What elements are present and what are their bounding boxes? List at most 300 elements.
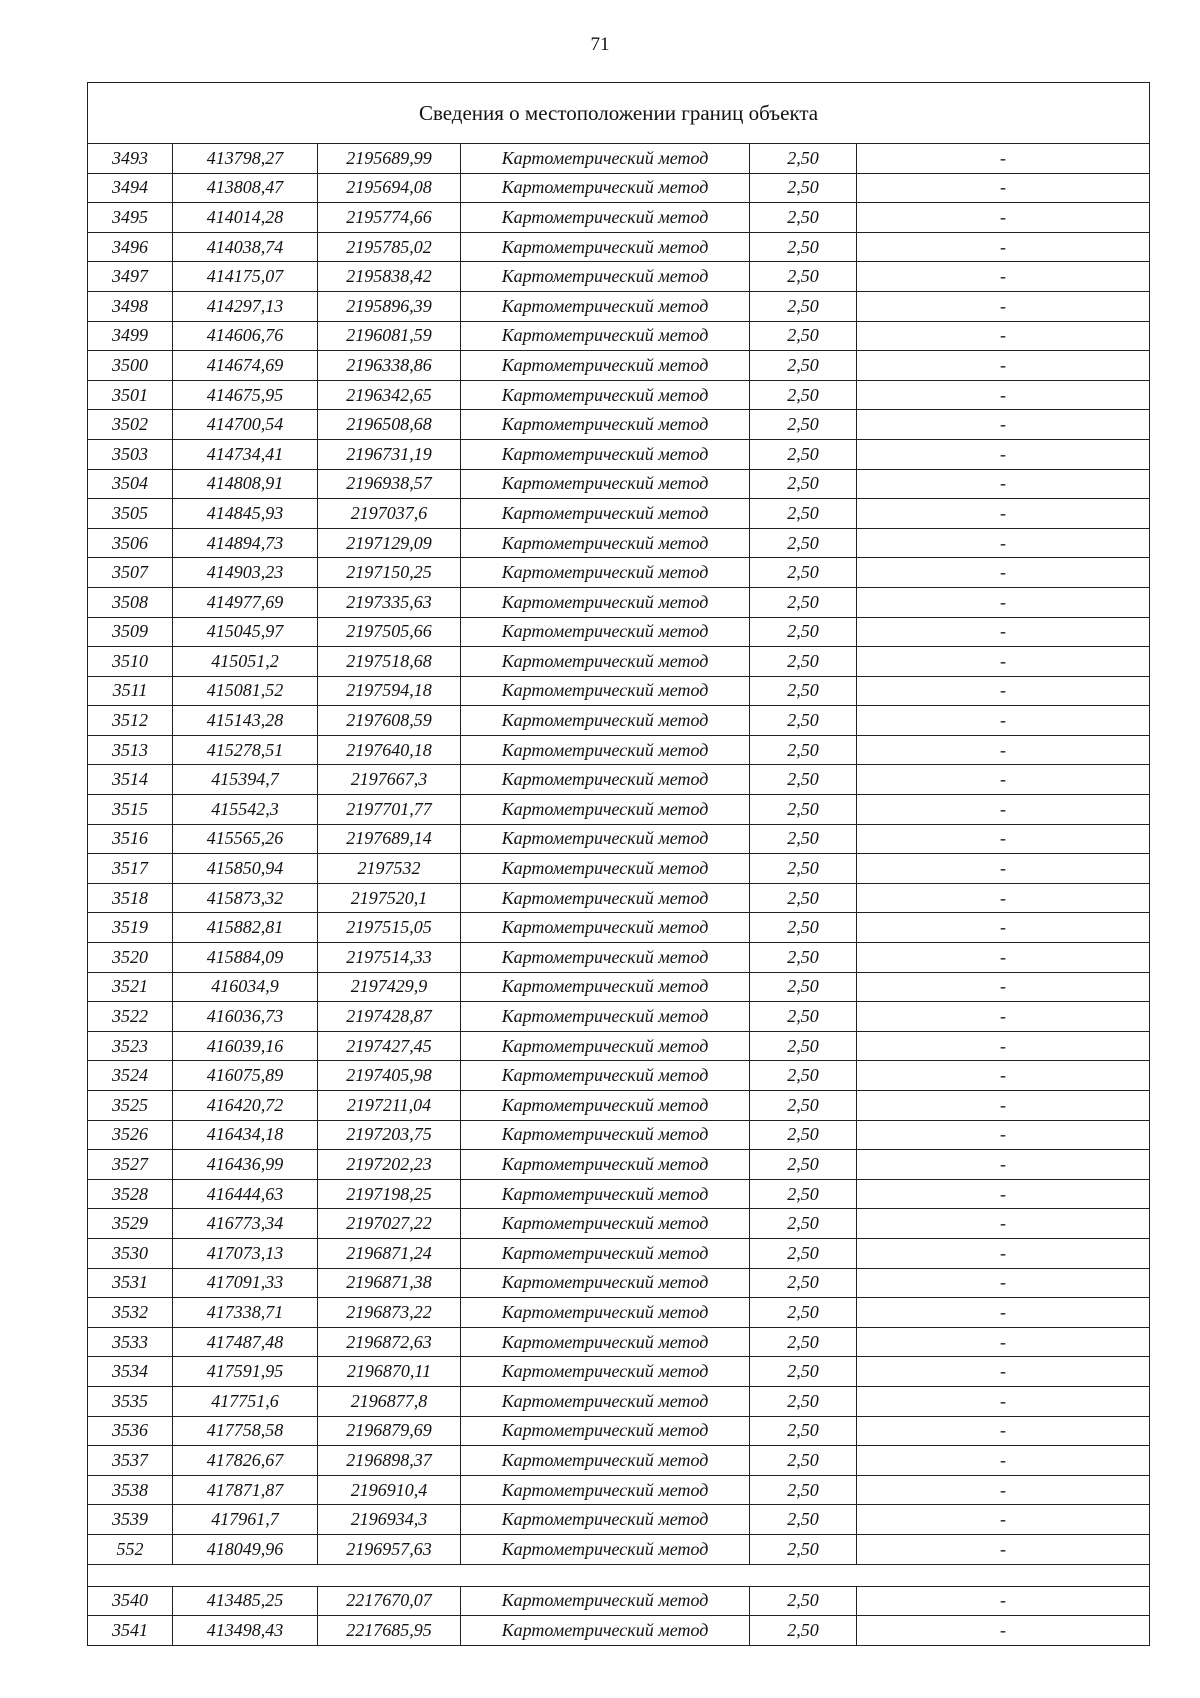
table-row xyxy=(88,617,1150,647)
y-coordinate-cell: 2197027,22 xyxy=(318,1209,461,1239)
y-coordinate-cell: 2195785,02 xyxy=(318,232,461,262)
accuracy-cell: 2,50 xyxy=(750,232,857,262)
x-coordinate-cell: 417871,87 xyxy=(173,1475,318,1505)
method-cell: Картометрический метод xyxy=(461,706,750,736)
accuracy-cell: 2,50 xyxy=(750,943,857,973)
note-cell: - xyxy=(857,1416,1150,1446)
boundary-coordinates-table xyxy=(87,82,1150,1646)
note-cell: - xyxy=(857,1446,1150,1476)
point-number-cell: 3539 xyxy=(88,1505,173,1535)
y-coordinate-cell: 2197405,98 xyxy=(318,1061,461,1091)
table-row xyxy=(88,380,1150,410)
x-coordinate-cell: 413798,27 xyxy=(173,144,318,174)
accuracy-cell: 2,50 xyxy=(750,913,857,943)
y-coordinate-cell: 2195774,66 xyxy=(318,203,461,233)
x-coordinate-cell: 417758,58 xyxy=(173,1416,318,1446)
x-coordinate-cell: 415081,52 xyxy=(173,676,318,706)
method-cell: Картометрический метод xyxy=(461,1327,750,1357)
method-cell: Картометрический метод xyxy=(461,1209,750,1239)
y-coordinate-cell: 2196731,19 xyxy=(318,439,461,469)
y-coordinate-cell: 2196957,63 xyxy=(318,1534,461,1564)
note-cell: - xyxy=(857,173,1150,203)
table-row xyxy=(88,1061,1150,1091)
note-cell: - xyxy=(857,587,1150,617)
accuracy-cell: 2,50 xyxy=(750,499,857,529)
note-cell: - xyxy=(857,232,1150,262)
note-cell: - xyxy=(857,1616,1150,1646)
x-coordinate-cell: 416039,16 xyxy=(173,1031,318,1061)
table-row xyxy=(88,1616,1150,1646)
point-number-cell: 3516 xyxy=(88,824,173,854)
y-coordinate-cell: 2196938,57 xyxy=(318,469,461,499)
table-row xyxy=(88,913,1150,943)
note-cell: - xyxy=(857,380,1150,410)
note-cell: - xyxy=(857,1534,1150,1564)
point-number-cell: 3541 xyxy=(88,1616,173,1646)
method-cell: Картометрический метод xyxy=(461,1416,750,1446)
y-coordinate-cell: 2196870,11 xyxy=(318,1357,461,1387)
method-cell: Картометрический метод xyxy=(461,232,750,262)
y-coordinate-cell: 2197640,18 xyxy=(318,735,461,765)
method-cell: Картометрический метод xyxy=(461,1061,750,1091)
table-row xyxy=(88,587,1150,617)
y-coordinate-cell: 2197514,33 xyxy=(318,943,461,973)
table-row xyxy=(88,321,1150,351)
point-number-cell: 3511 xyxy=(88,676,173,706)
y-coordinate-cell: 2195838,42 xyxy=(318,262,461,292)
y-coordinate-cell: 2197429,9 xyxy=(318,972,461,1002)
accuracy-cell: 2,50 xyxy=(750,144,857,174)
table-row xyxy=(88,824,1150,854)
y-coordinate-cell: 2196898,37 xyxy=(318,1446,461,1476)
y-coordinate-cell: 2217685,95 xyxy=(318,1616,461,1646)
note-cell: - xyxy=(857,321,1150,351)
table-row xyxy=(88,676,1150,706)
point-number-cell: 3503 xyxy=(88,439,173,469)
y-coordinate-cell: 2196871,24 xyxy=(318,1238,461,1268)
y-coordinate-cell: 2196910,4 xyxy=(318,1475,461,1505)
y-coordinate-cell: 2197211,04 xyxy=(318,1091,461,1121)
x-coordinate-cell: 416436,99 xyxy=(173,1150,318,1180)
method-cell: Картометрический метод xyxy=(461,617,750,647)
accuracy-cell: 2,50 xyxy=(750,1209,857,1239)
y-coordinate-cell: 2197520,1 xyxy=(318,883,461,913)
accuracy-cell: 2,50 xyxy=(750,1091,857,1121)
point-number-cell: 3540 xyxy=(88,1586,173,1616)
page-number: 71 xyxy=(590,34,610,55)
y-coordinate-cell: 2195694,08 xyxy=(318,173,461,203)
point-number-cell: 3498 xyxy=(88,291,173,321)
method-cell: Картометрический метод xyxy=(461,291,750,321)
table-row xyxy=(88,1002,1150,1032)
table-row xyxy=(88,173,1150,203)
accuracy-cell: 2,50 xyxy=(750,380,857,410)
y-coordinate-cell: 2197150,25 xyxy=(318,558,461,588)
table-row xyxy=(88,203,1150,233)
y-coordinate-cell: 2195896,39 xyxy=(318,291,461,321)
point-number-cell: 3527 xyxy=(88,1150,173,1180)
y-coordinate-cell: 2197689,14 xyxy=(318,824,461,854)
accuracy-cell: 2,50 xyxy=(750,765,857,795)
table-row xyxy=(88,706,1150,736)
method-cell: Картометрический метод xyxy=(461,1179,750,1209)
method-cell: Картометрический метод xyxy=(461,1475,750,1505)
note-cell: - xyxy=(857,943,1150,973)
table-row xyxy=(88,1416,1150,1446)
table-row xyxy=(88,1091,1150,1121)
y-coordinate-cell: 2197515,05 xyxy=(318,913,461,943)
accuracy-cell: 2,50 xyxy=(750,1386,857,1416)
y-coordinate-cell: 2197198,25 xyxy=(318,1179,461,1209)
point-number-cell: 3501 xyxy=(88,380,173,410)
y-coordinate-cell: 2196879,69 xyxy=(318,1416,461,1446)
point-number-cell: 3538 xyxy=(88,1475,173,1505)
table-row xyxy=(88,1357,1150,1387)
x-coordinate-cell: 415882,81 xyxy=(173,913,318,943)
note-cell: - xyxy=(857,1120,1150,1150)
point-number-cell: 3505 xyxy=(88,499,173,529)
note-cell: - xyxy=(857,795,1150,825)
point-number-cell: 3533 xyxy=(88,1327,173,1357)
accuracy-cell: 2,50 xyxy=(750,1298,857,1328)
point-number-cell: 3494 xyxy=(88,173,173,203)
note-cell: - xyxy=(857,1268,1150,1298)
x-coordinate-cell: 416075,89 xyxy=(173,1061,318,1091)
table-row xyxy=(88,558,1150,588)
table-row xyxy=(88,735,1150,765)
point-number-cell: 3519 xyxy=(88,913,173,943)
note-cell: - xyxy=(857,913,1150,943)
note-cell: - xyxy=(857,1586,1150,1616)
method-cell: Картометрический метод xyxy=(461,469,750,499)
point-number-cell: 3532 xyxy=(88,1298,173,1328)
x-coordinate-cell: 417073,13 xyxy=(173,1238,318,1268)
point-number-cell: 3515 xyxy=(88,795,173,825)
boundary-coordinates-sheet xyxy=(87,82,1149,1646)
table-header-row xyxy=(88,83,1150,144)
note-cell: - xyxy=(857,1209,1150,1239)
accuracy-cell: 2,50 xyxy=(750,469,857,499)
table-row xyxy=(88,647,1150,677)
y-coordinate-cell: 2196342,65 xyxy=(318,380,461,410)
point-number-cell: 3493 xyxy=(88,144,173,174)
point-number-cell: 3521 xyxy=(88,972,173,1002)
x-coordinate-cell: 416434,18 xyxy=(173,1120,318,1150)
y-coordinate-cell: 2197129,09 xyxy=(318,528,461,558)
table-row xyxy=(88,1268,1150,1298)
y-coordinate-cell: 2197505,66 xyxy=(318,617,461,647)
point-number-cell: 3512 xyxy=(88,706,173,736)
x-coordinate-cell: 417826,67 xyxy=(173,1446,318,1476)
note-cell: - xyxy=(857,854,1150,884)
x-coordinate-cell: 417961,7 xyxy=(173,1505,318,1535)
x-coordinate-cell: 415278,51 xyxy=(173,735,318,765)
y-coordinate-cell: 2197335,63 xyxy=(318,587,461,617)
y-coordinate-cell: 2197202,23 xyxy=(318,1150,461,1180)
accuracy-cell: 2,50 xyxy=(750,587,857,617)
note-cell: - xyxy=(857,1091,1150,1121)
method-cell: Картометрический метод xyxy=(461,972,750,1002)
x-coordinate-cell: 415873,32 xyxy=(173,883,318,913)
y-coordinate-cell: 2197608,59 xyxy=(318,706,461,736)
accuracy-cell: 2,50 xyxy=(750,617,857,647)
accuracy-cell: 2,50 xyxy=(750,203,857,233)
accuracy-cell: 2,50 xyxy=(750,1446,857,1476)
y-coordinate-cell: 2197427,45 xyxy=(318,1031,461,1061)
note-cell: - xyxy=(857,1238,1150,1268)
x-coordinate-cell: 417751,6 xyxy=(173,1386,318,1416)
table-row xyxy=(88,144,1150,174)
accuracy-cell: 2,50 xyxy=(750,795,857,825)
note-cell: - xyxy=(857,528,1150,558)
method-cell: Картометрический метод xyxy=(461,1386,750,1416)
point-number-cell: 3525 xyxy=(88,1091,173,1121)
x-coordinate-cell: 415542,3 xyxy=(173,795,318,825)
table-row xyxy=(88,883,1150,913)
accuracy-cell: 2,50 xyxy=(750,1616,857,1646)
accuracy-cell: 2,50 xyxy=(750,1120,857,1150)
method-cell: Картометрический метод xyxy=(461,735,750,765)
note-cell: - xyxy=(857,735,1150,765)
method-cell: Картометрический метод xyxy=(461,1031,750,1061)
point-number-cell: 3530 xyxy=(88,1238,173,1268)
note-cell: - xyxy=(857,676,1150,706)
method-cell: Картометрический метод xyxy=(461,558,750,588)
separator-cell xyxy=(88,1564,1150,1586)
point-number-cell: 3522 xyxy=(88,1002,173,1032)
accuracy-cell: 2,50 xyxy=(750,173,857,203)
y-coordinate-cell: 2196872,63 xyxy=(318,1327,461,1357)
method-cell: Картометрический метод xyxy=(461,1002,750,1032)
note-cell: - xyxy=(857,439,1150,469)
x-coordinate-cell: 418049,96 xyxy=(173,1534,318,1564)
note-cell: - xyxy=(857,203,1150,233)
x-coordinate-cell: 417338,71 xyxy=(173,1298,318,1328)
point-number-cell: 3534 xyxy=(88,1357,173,1387)
note-cell: - xyxy=(857,1327,1150,1357)
accuracy-cell: 2,50 xyxy=(750,291,857,321)
method-cell: Картометрический метод xyxy=(461,913,750,943)
y-coordinate-cell: 2196338,86 xyxy=(318,351,461,381)
point-number-cell: 3518 xyxy=(88,883,173,913)
x-coordinate-cell: 414808,91 xyxy=(173,469,318,499)
point-number-cell: 3514 xyxy=(88,765,173,795)
note-cell: - xyxy=(857,499,1150,529)
section-separator-row xyxy=(88,1564,1150,1586)
method-cell: Картометрический метод xyxy=(461,499,750,529)
note-cell: - xyxy=(857,291,1150,321)
table-row xyxy=(88,1209,1150,1239)
x-coordinate-cell: 414977,69 xyxy=(173,587,318,617)
table-row xyxy=(88,854,1150,884)
y-coordinate-cell: 2195689,99 xyxy=(318,144,461,174)
method-cell: Картометрический метод xyxy=(461,203,750,233)
x-coordinate-cell: 414845,93 xyxy=(173,499,318,529)
note-cell: - xyxy=(857,144,1150,174)
accuracy-cell: 2,50 xyxy=(750,321,857,351)
table-row xyxy=(88,1150,1150,1180)
method-cell: Картометрический метод xyxy=(461,1268,750,1298)
x-coordinate-cell: 417091,33 xyxy=(173,1268,318,1298)
x-coordinate-cell: 414014,28 xyxy=(173,203,318,233)
table-row xyxy=(88,972,1150,1002)
note-cell: - xyxy=(857,1298,1150,1328)
point-number-cell: 3506 xyxy=(88,528,173,558)
point-number-cell: 3537 xyxy=(88,1446,173,1476)
method-cell: Картометрический метод xyxy=(461,1534,750,1564)
x-coordinate-cell: 413498,43 xyxy=(173,1616,318,1646)
y-coordinate-cell: 2196508,68 xyxy=(318,410,461,440)
y-coordinate-cell: 2197428,87 xyxy=(318,1002,461,1032)
y-coordinate-cell: 2197594,18 xyxy=(318,676,461,706)
x-coordinate-cell: 413485,25 xyxy=(173,1586,318,1616)
method-cell: Картометрический метод xyxy=(461,1616,750,1646)
table-row xyxy=(88,262,1150,292)
x-coordinate-cell: 416444,63 xyxy=(173,1179,318,1209)
method-cell: Картометрический метод xyxy=(461,262,750,292)
x-coordinate-cell: 417591,95 xyxy=(173,1357,318,1387)
method-cell: Картометрический метод xyxy=(461,173,750,203)
x-coordinate-cell: 415051,2 xyxy=(173,647,318,677)
method-cell: Картометрический метод xyxy=(461,1586,750,1616)
table-row xyxy=(88,410,1150,440)
note-cell: - xyxy=(857,262,1150,292)
accuracy-cell: 2,50 xyxy=(750,1031,857,1061)
table-row xyxy=(88,1475,1150,1505)
accuracy-cell: 2,50 xyxy=(750,1061,857,1091)
note-cell: - xyxy=(857,351,1150,381)
accuracy-cell: 2,50 xyxy=(750,1534,857,1564)
table-title: Сведения о местоположении границ объекта xyxy=(88,83,1150,144)
note-cell: - xyxy=(857,469,1150,499)
note-cell: - xyxy=(857,972,1150,1002)
point-number-cell: 3495 xyxy=(88,203,173,233)
accuracy-cell: 2,50 xyxy=(750,351,857,381)
point-number-cell: 3509 xyxy=(88,617,173,647)
x-coordinate-cell: 415850,94 xyxy=(173,854,318,884)
table-row xyxy=(88,469,1150,499)
y-coordinate-cell: 2197701,77 xyxy=(318,795,461,825)
accuracy-cell: 2,50 xyxy=(750,1357,857,1387)
table-row xyxy=(88,1386,1150,1416)
method-cell: Картометрический метод xyxy=(461,528,750,558)
point-number-cell: 3536 xyxy=(88,1416,173,1446)
table-row xyxy=(88,943,1150,973)
point-number-cell: 3507 xyxy=(88,558,173,588)
note-cell: - xyxy=(857,1505,1150,1535)
point-number-cell: 3529 xyxy=(88,1209,173,1239)
table-row xyxy=(88,1120,1150,1150)
method-cell: Картометрический метод xyxy=(461,1091,750,1121)
table-row xyxy=(88,1446,1150,1476)
point-number-cell: 3496 xyxy=(88,232,173,262)
point-number-cell: 3526 xyxy=(88,1120,173,1150)
x-coordinate-cell: 416773,34 xyxy=(173,1209,318,1239)
point-number-cell: 3499 xyxy=(88,321,173,351)
note-cell: - xyxy=(857,1179,1150,1209)
note-cell: - xyxy=(857,1386,1150,1416)
note-cell: - xyxy=(857,1061,1150,1091)
y-coordinate-cell: 2197203,75 xyxy=(318,1120,461,1150)
accuracy-cell: 2,50 xyxy=(750,676,857,706)
table-row xyxy=(88,351,1150,381)
y-coordinate-cell: 2197037,6 xyxy=(318,499,461,529)
accuracy-cell: 2,50 xyxy=(750,1586,857,1616)
y-coordinate-cell: 2197667,3 xyxy=(318,765,461,795)
table-row xyxy=(88,1179,1150,1209)
accuracy-cell: 2,50 xyxy=(750,854,857,884)
method-cell: Картометрический метод xyxy=(461,854,750,884)
y-coordinate-cell: 2217670,07 xyxy=(318,1586,461,1616)
method-cell: Картометрический метод xyxy=(461,1505,750,1535)
method-cell: Картометрический метод xyxy=(461,795,750,825)
note-cell: - xyxy=(857,1475,1150,1505)
note-cell: - xyxy=(857,1002,1150,1032)
x-coordinate-cell: 414674,69 xyxy=(173,351,318,381)
accuracy-cell: 2,50 xyxy=(750,706,857,736)
point-number-cell: 3502 xyxy=(88,410,173,440)
accuracy-cell: 2,50 xyxy=(750,439,857,469)
note-cell: - xyxy=(857,765,1150,795)
x-coordinate-cell: 414734,41 xyxy=(173,439,318,469)
accuracy-cell: 2,50 xyxy=(750,1327,857,1357)
x-coordinate-cell: 414606,76 xyxy=(173,321,318,351)
point-number-cell: 3520 xyxy=(88,943,173,973)
method-cell: Картометрический метод xyxy=(461,380,750,410)
method-cell: Картометрический метод xyxy=(461,676,750,706)
method-cell: Картометрический метод xyxy=(461,1357,750,1387)
table-row xyxy=(88,1238,1150,1268)
table-row xyxy=(88,1031,1150,1061)
table-row xyxy=(88,1505,1150,1535)
method-cell: Картометрический метод xyxy=(461,1298,750,1328)
note-cell: - xyxy=(857,647,1150,677)
accuracy-cell: 2,50 xyxy=(750,262,857,292)
accuracy-cell: 2,50 xyxy=(750,824,857,854)
y-coordinate-cell: 2196081,59 xyxy=(318,321,461,351)
x-coordinate-cell: 416034,9 xyxy=(173,972,318,1002)
x-coordinate-cell: 414175,07 xyxy=(173,262,318,292)
table-row xyxy=(88,499,1150,529)
note-cell: - xyxy=(857,1150,1150,1180)
note-cell: - xyxy=(857,1031,1150,1061)
x-coordinate-cell: 416420,72 xyxy=(173,1091,318,1121)
method-cell: Картометрический метод xyxy=(461,439,750,469)
accuracy-cell: 2,50 xyxy=(750,1268,857,1298)
x-coordinate-cell: 415394,7 xyxy=(173,765,318,795)
accuracy-cell: 2,50 xyxy=(750,1002,857,1032)
y-coordinate-cell: 2197518,68 xyxy=(318,647,461,677)
table-row xyxy=(88,1534,1150,1564)
x-coordinate-cell: 415565,26 xyxy=(173,824,318,854)
method-cell: Картометрический метод xyxy=(461,1446,750,1476)
point-number-cell: 552 xyxy=(88,1534,173,1564)
method-cell: Картометрический метод xyxy=(461,765,750,795)
y-coordinate-cell: 2197532 xyxy=(318,854,461,884)
point-number-cell: 3528 xyxy=(88,1179,173,1209)
x-coordinate-cell: 417487,48 xyxy=(173,1327,318,1357)
y-coordinate-cell: 2196934,3 xyxy=(318,1505,461,1535)
point-number-cell: 3497 xyxy=(88,262,173,292)
y-coordinate-cell: 2196877,8 xyxy=(318,1386,461,1416)
method-cell: Картометрический метод xyxy=(461,587,750,617)
point-number-cell: 3531 xyxy=(88,1268,173,1298)
accuracy-cell: 2,50 xyxy=(750,647,857,677)
accuracy-cell: 2,50 xyxy=(750,1475,857,1505)
note-cell: - xyxy=(857,558,1150,588)
table-row xyxy=(88,528,1150,558)
method-cell: Картометрический метод xyxy=(461,144,750,174)
